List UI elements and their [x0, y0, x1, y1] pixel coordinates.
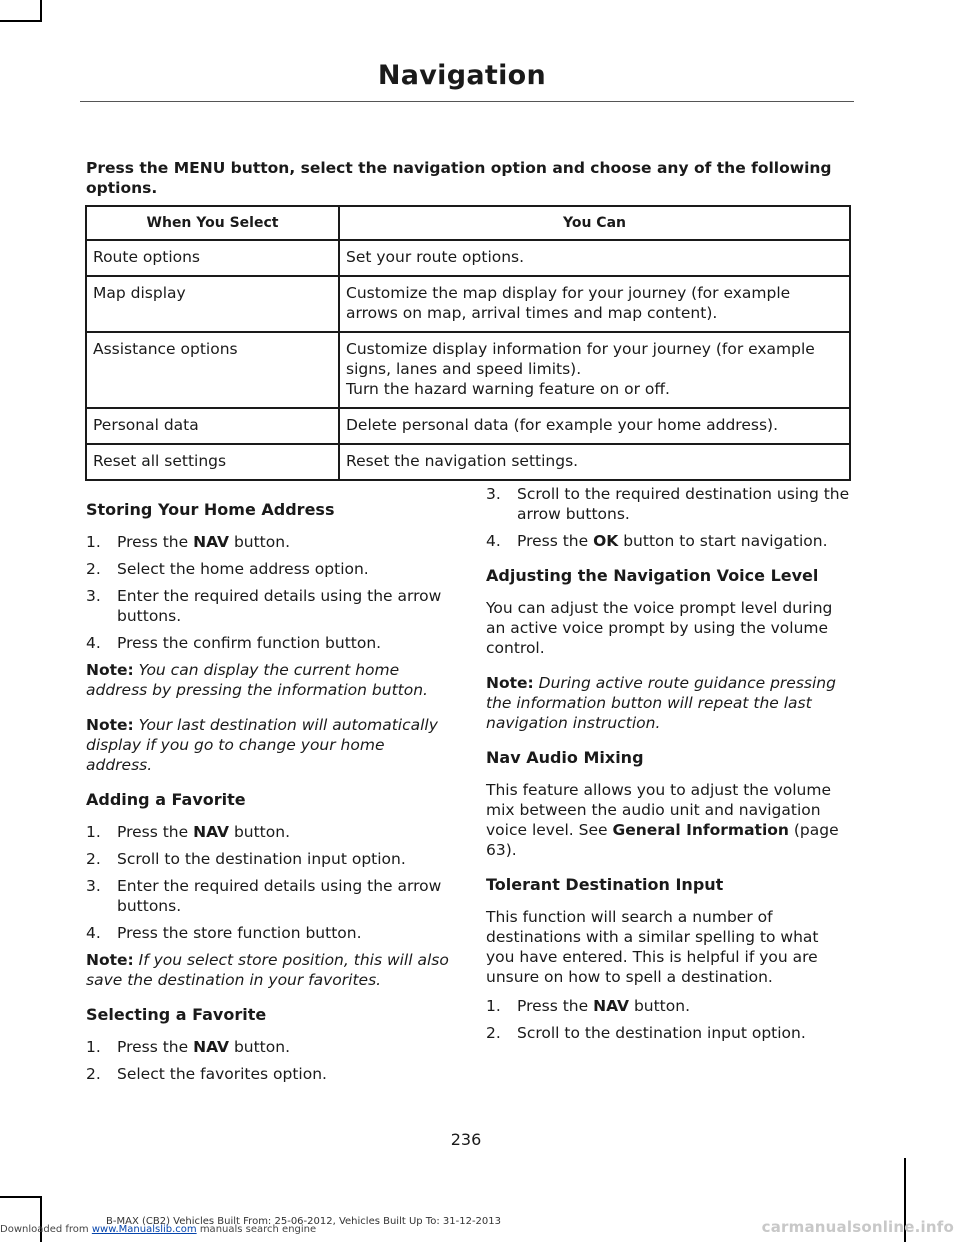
table-cell: Set your route options.: [339, 240, 850, 276]
list-number: 2.: [86, 850, 101, 868]
nav-key-label: NAV: [193, 1038, 230, 1056]
table-row: [86, 332, 850, 408]
intro-text: Press the MENU button, select the navigation option and choose any of the following options.: [86, 159, 832, 197]
list-item: [86, 559, 450, 579]
list-number: 4.: [486, 532, 501, 550]
column-header: When You Select: [86, 206, 339, 240]
section-heading: Tolerant Destination Input: [486, 875, 724, 894]
right-column: [486, 484, 850, 1050]
step-text: Press the: [117, 1038, 194, 1056]
download-text: Downloaded from: [0, 1224, 92, 1235]
step-text: Press the: [117, 823, 194, 841]
table-header-row: [86, 206, 850, 240]
table-cell: Assistance options: [86, 332, 339, 408]
table-cell: Delete personal data (for example your home address).: [339, 408, 850, 444]
table-row: [86, 444, 850, 480]
table-cell: Route options: [86, 240, 339, 276]
note-text: During active route guidance pressing the information button will repeat the last navigation instruction.: [486, 674, 836, 732]
step-text: button.: [229, 1038, 290, 1056]
table-row: [86, 240, 850, 276]
note-label: Note:: [86, 661, 134, 679]
page-title: Navigation: [377, 60, 546, 91]
table-row: [86, 276, 850, 332]
crop-mark: [40, 0, 42, 22]
step-text: Press the: [117, 533, 194, 551]
step-text: Enter the required details using the arrow buttons.: [117, 587, 442, 625]
table-cell: Reset all settings: [86, 444, 339, 480]
paragraph: [486, 780, 850, 860]
section-heading: Storing Your Home Address: [86, 500, 335, 519]
nav-key-label: NAV: [593, 997, 630, 1015]
list-number: 2.: [86, 1065, 101, 1083]
nav-key-label: NAV: [193, 823, 230, 841]
left-column: [86, 500, 450, 1091]
list-number: 1.: [86, 533, 101, 551]
list-item: [486, 996, 850, 1016]
step-text: Scroll to the required destination using the arrow buttons.: [517, 485, 850, 523]
list-item: [86, 923, 450, 943]
section-heading: Adjusting the Navigation Voice Level: [486, 566, 819, 585]
list-item: [86, 849, 450, 869]
vehicle-info: B-MAX (CB2) Vehicles Built From: 25-06-2012, Vehicles Built Up To: 31-12-2013: [106, 1216, 501, 1227]
note: [486, 673, 850, 733]
crop-mark: [0, 1196, 42, 1198]
step-text: Press the confirm function button.: [117, 634, 382, 652]
section-heading: Adding a Favorite: [86, 790, 246, 809]
note-text: Your last destination will automatically display if you go to change your home address.: [86, 716, 438, 774]
list-item: [86, 876, 450, 916]
list-number: 4.: [86, 924, 101, 942]
table-cell: [339, 332, 850, 408]
table-cell: Map display: [86, 276, 339, 332]
list-number: 1.: [486, 997, 501, 1015]
options-table: [85, 205, 851, 481]
table-cell: Customize the map display for your journey (for example arrows on map, arrival times and map content).: [339, 276, 850, 332]
list-number: 3.: [86, 587, 101, 605]
note-text: If you select store position, this will also save the destination in your favorites.: [86, 951, 449, 989]
paragraph-text: This feature allows you to adjust the volume mix between the audio unit and navigation voice level. See: [486, 781, 831, 839]
watermark: carmanualsonline.info: [761, 1218, 954, 1236]
manualslib-link[interactable]: www.Manualslib.com: [91, 1224, 197, 1235]
list-item: [486, 1023, 850, 1043]
note-label: Note:: [86, 951, 134, 969]
step-text: Scroll to the destination input option.: [117, 850, 406, 868]
step-text: button to start navigation.: [618, 532, 828, 550]
paragraph-text: (page 63).: [486, 821, 839, 859]
step-text: Press the store function button.: [117, 924, 362, 942]
download-text: manuals search engine: [196, 1224, 317, 1235]
note: [86, 715, 450, 775]
list-item: [486, 484, 850, 524]
list-number: 3.: [486, 485, 501, 503]
step-text: button.: [629, 997, 690, 1015]
list-item: [86, 532, 450, 552]
table-row: [86, 408, 850, 444]
list-number: 1.: [86, 1038, 101, 1056]
list-item: [86, 633, 450, 653]
step-text: button.: [229, 823, 290, 841]
crop-mark: [0, 20, 42, 22]
note-text: You can display the current home address by pressing the information button.: [86, 661, 428, 699]
section-heading: Nav Audio Mixing: [486, 748, 644, 767]
list-number: 2.: [86, 560, 101, 578]
nav-key-label: NAV: [193, 533, 230, 551]
header-rule: [80, 101, 854, 102]
step-text: Select the favorites option.: [117, 1065, 327, 1083]
note: [86, 950, 450, 990]
section-heading: Selecting a Favorite: [86, 1005, 267, 1024]
ok-key-label: OK: [593, 532, 619, 550]
list-number: 4.: [86, 634, 101, 652]
step-text: Enter the required details using the arrow buttons.: [117, 877, 442, 915]
step-text: Press the: [517, 532, 594, 550]
step-text: Press the: [517, 997, 594, 1015]
list-number: 2.: [486, 1024, 501, 1042]
footer: [0, 1214, 960, 1242]
step-text: Scroll to the destination input option.: [517, 1024, 806, 1042]
note-label: Note:: [86, 716, 134, 734]
step-text: Select the home address option.: [117, 560, 369, 578]
paragraph: This function will search a number of destinations with a similar spelling to what you have entered. This is helpful if you are unsure on how to spell a destination.: [486, 908, 819, 986]
cell-line: Customize display information for your journey (for example signs, lanes and speed limits).: [346, 340, 815, 378]
cell-line: Turn the hazard warning feature on or off.: [346, 380, 670, 398]
download-note: [0, 1224, 316, 1235]
step-text: button.: [229, 533, 290, 551]
table-cell: Reset the navigation settings.: [339, 444, 850, 480]
note: [86, 660, 450, 700]
list-number: 3.: [86, 877, 101, 895]
list-number: 1.: [86, 823, 101, 841]
list-item: [486, 531, 850, 551]
note-label: Note:: [486, 674, 534, 692]
column-header: You Can: [339, 206, 850, 240]
list-item: [86, 1037, 450, 1057]
list-item: [86, 822, 450, 842]
paragraph: You can adjust the voice prompt level during an active voice prompt by using the volume control.: [486, 599, 833, 657]
list-item: [86, 586, 450, 626]
table-cell: Personal data: [86, 408, 339, 444]
cross-reference-link[interactable]: General Information: [612, 821, 789, 839]
list-item: [86, 1064, 450, 1084]
page-number: 236: [450, 1130, 482, 1149]
